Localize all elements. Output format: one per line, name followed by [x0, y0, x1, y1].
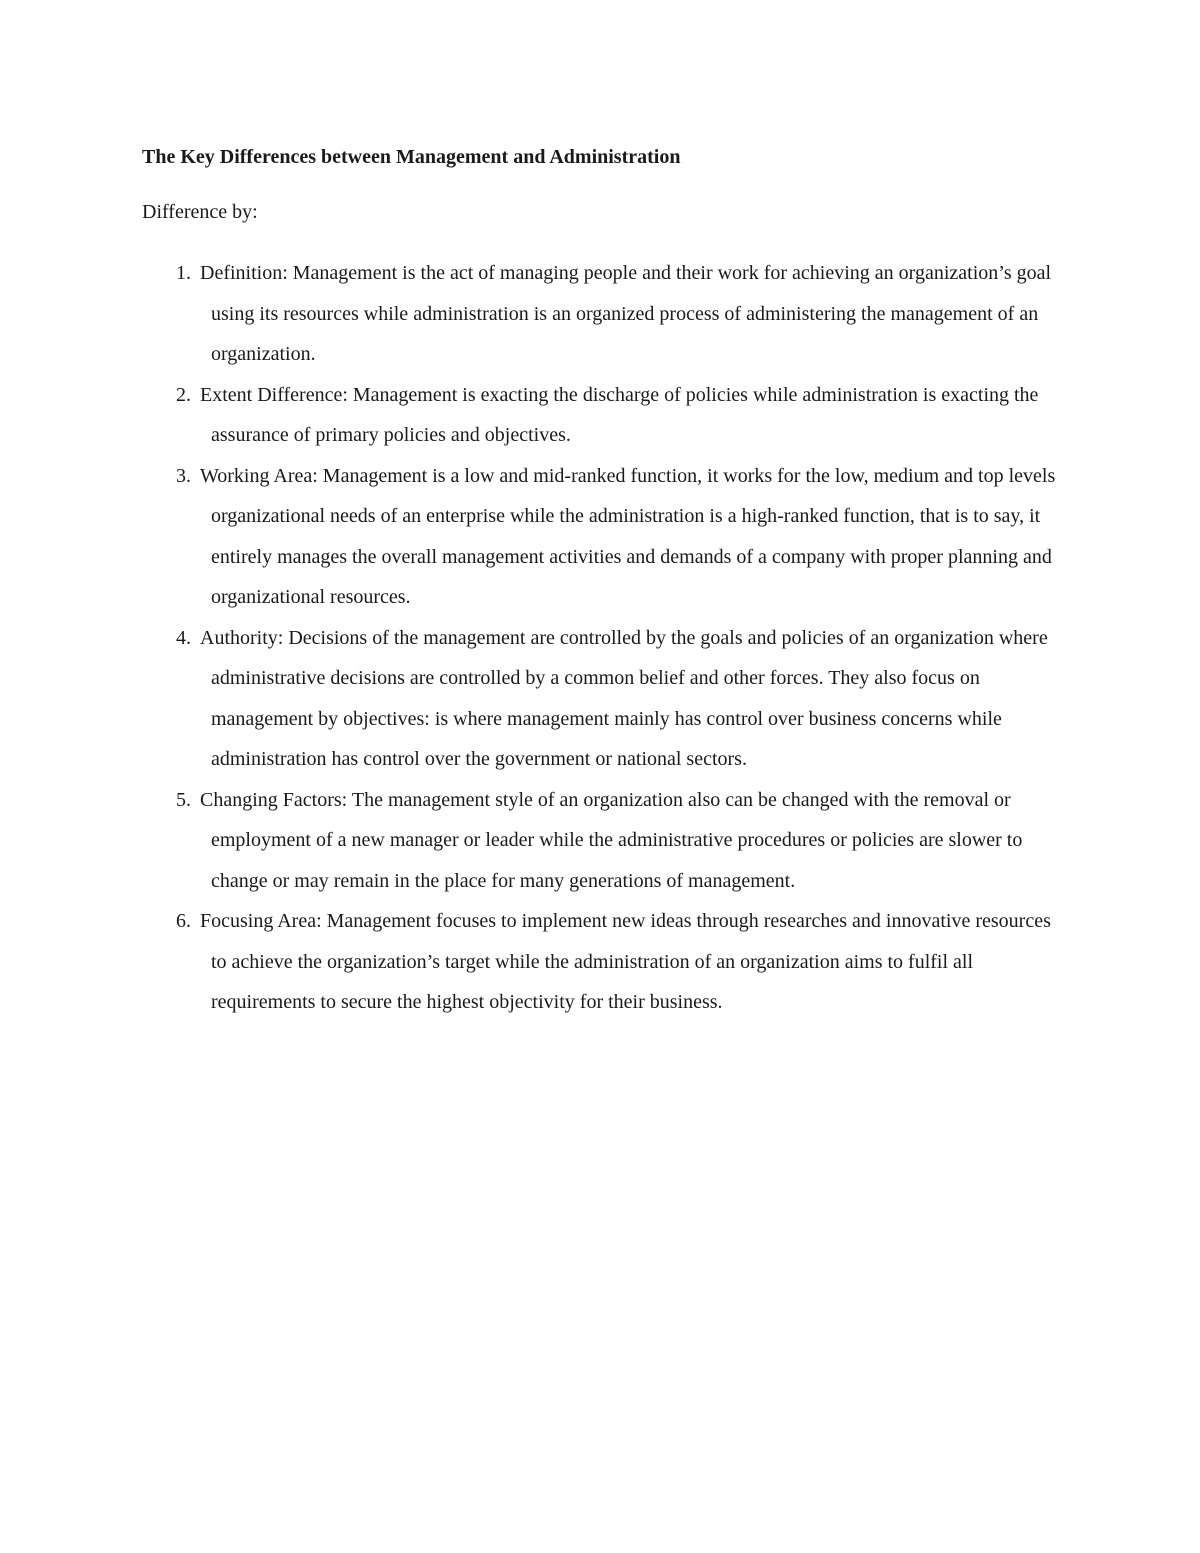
- list-item-text: Definition: Management is the act of managing people and their work for achieving an organization’s goal using its resources while administration is an organized process of administering the management of an organization.: [200, 262, 1052, 365]
- list-item-number: 1.: [176, 262, 191, 284]
- list-item-number: 4.: [176, 626, 191, 649]
- list-item-text: Extent Difference: Management is exacting the discharge of policies while administration is exacting the assurance of primary policies and objectives.: [200, 383, 1039, 446]
- list-item-text: Focusing Area: Management focuses to implement new ideas through researches and innovative resources to achieve the organization’s target while the administration of an organization aims to fulfil all requirements to secure the highest objectivity for their business.: [200, 910, 1051, 1013]
- list-item-number: 5.: [176, 788, 191, 811]
- list-item-number: 6.: [176, 910, 191, 932]
- differences-list: [0, 253, 1200, 1023]
- list-item-number: 2.: [176, 383, 191, 406]
- list-item: [0, 456, 1056, 618]
- list-item: [0, 780, 1056, 902]
- list-item: [0, 375, 1056, 456]
- list-item: [0, 253, 1056, 375]
- list-item-text: Changing Factors: The management style of an organization also can be changed with the removal or employment of a new manager or leader while the administrative procedures or policies are slower to change or may remain in the place for many generations of management.: [200, 788, 1023, 892]
- document-title: The Key Differences between Management and Administration: [142, 146, 681, 168]
- list-item-number: 3.: [176, 464, 191, 487]
- list-item-text: Working Area: Management is a low and mid-ranked function, it works for the low, medium and top levels organizational needs of an enterprise while the administration is a high-ranked function, that is to say, it entirely manages the overall management activities and demands of a company with proper planning and organizational resources.: [200, 464, 1056, 608]
- intro-text: Difference by:: [142, 201, 258, 223]
- list-item: [0, 901, 1056, 1023]
- list-item: [0, 618, 1056, 780]
- list-item-text: Authority: Decisions of the management are controlled by the goals and policies of an organization where administrative decisions are controlled by a common belief and other forces. They also focus on management by objectives: is where management mainly has control over business concerns while administration has control over the government or national sectors.: [200, 626, 1048, 770]
